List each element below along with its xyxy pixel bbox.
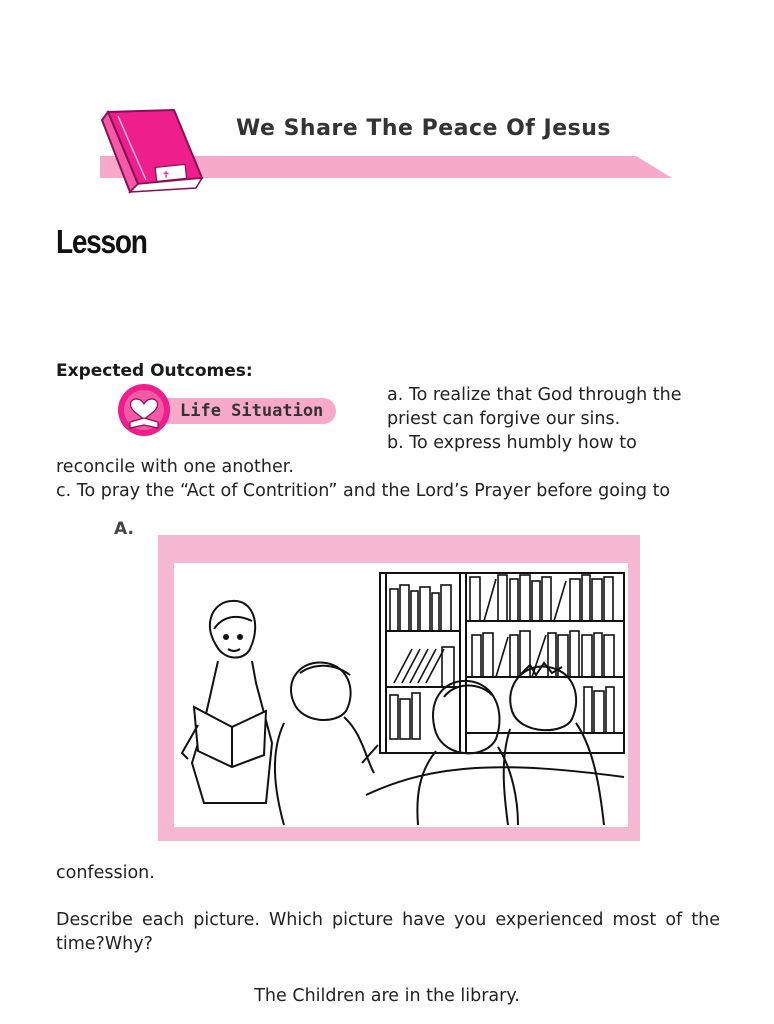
outcome-c-line-1: c. To pray the “Act of Contrition” and the Lord’s Prayer before going to <box>56 481 671 501</box>
outcome-a-line-2: priest can forgive our sins. <box>387 409 621 429</box>
picture-caption: The Children are in the library. <box>254 986 520 1006</box>
life-situation-label: Life Situation <box>180 401 324 421</box>
standing-girl <box>182 601 272 803</box>
books <box>390 575 614 739</box>
outcome-b-line-1: b. To express humbly how to <box>387 433 637 453</box>
outcome-a-line-1: a. To realize that God through the <box>387 385 682 405</box>
svg-text:✝: ✝ <box>162 170 171 181</box>
boy-writing <box>275 663 378 825</box>
outcome-c-line-2: confession. <box>56 863 155 883</box>
picture-label: A. <box>114 519 134 539</box>
lesson-title: Lesson <box>56 223 147 260</box>
outcome-b-line-2: reconcile with one another. <box>56 457 294 477</box>
page-header-title: We Share The Peace Of Jesus <box>236 116 611 141</box>
children-in-library-illustration <box>174 563 628 827</box>
expected-outcomes-heading: Expected Outcomes: <box>56 361 253 381</box>
instruction-text: Describe each picture. Which picture have you experienced most of the time?Why? <box>56 910 720 954</box>
table <box>366 767 624 795</box>
bookshelf <box>380 573 624 753</box>
